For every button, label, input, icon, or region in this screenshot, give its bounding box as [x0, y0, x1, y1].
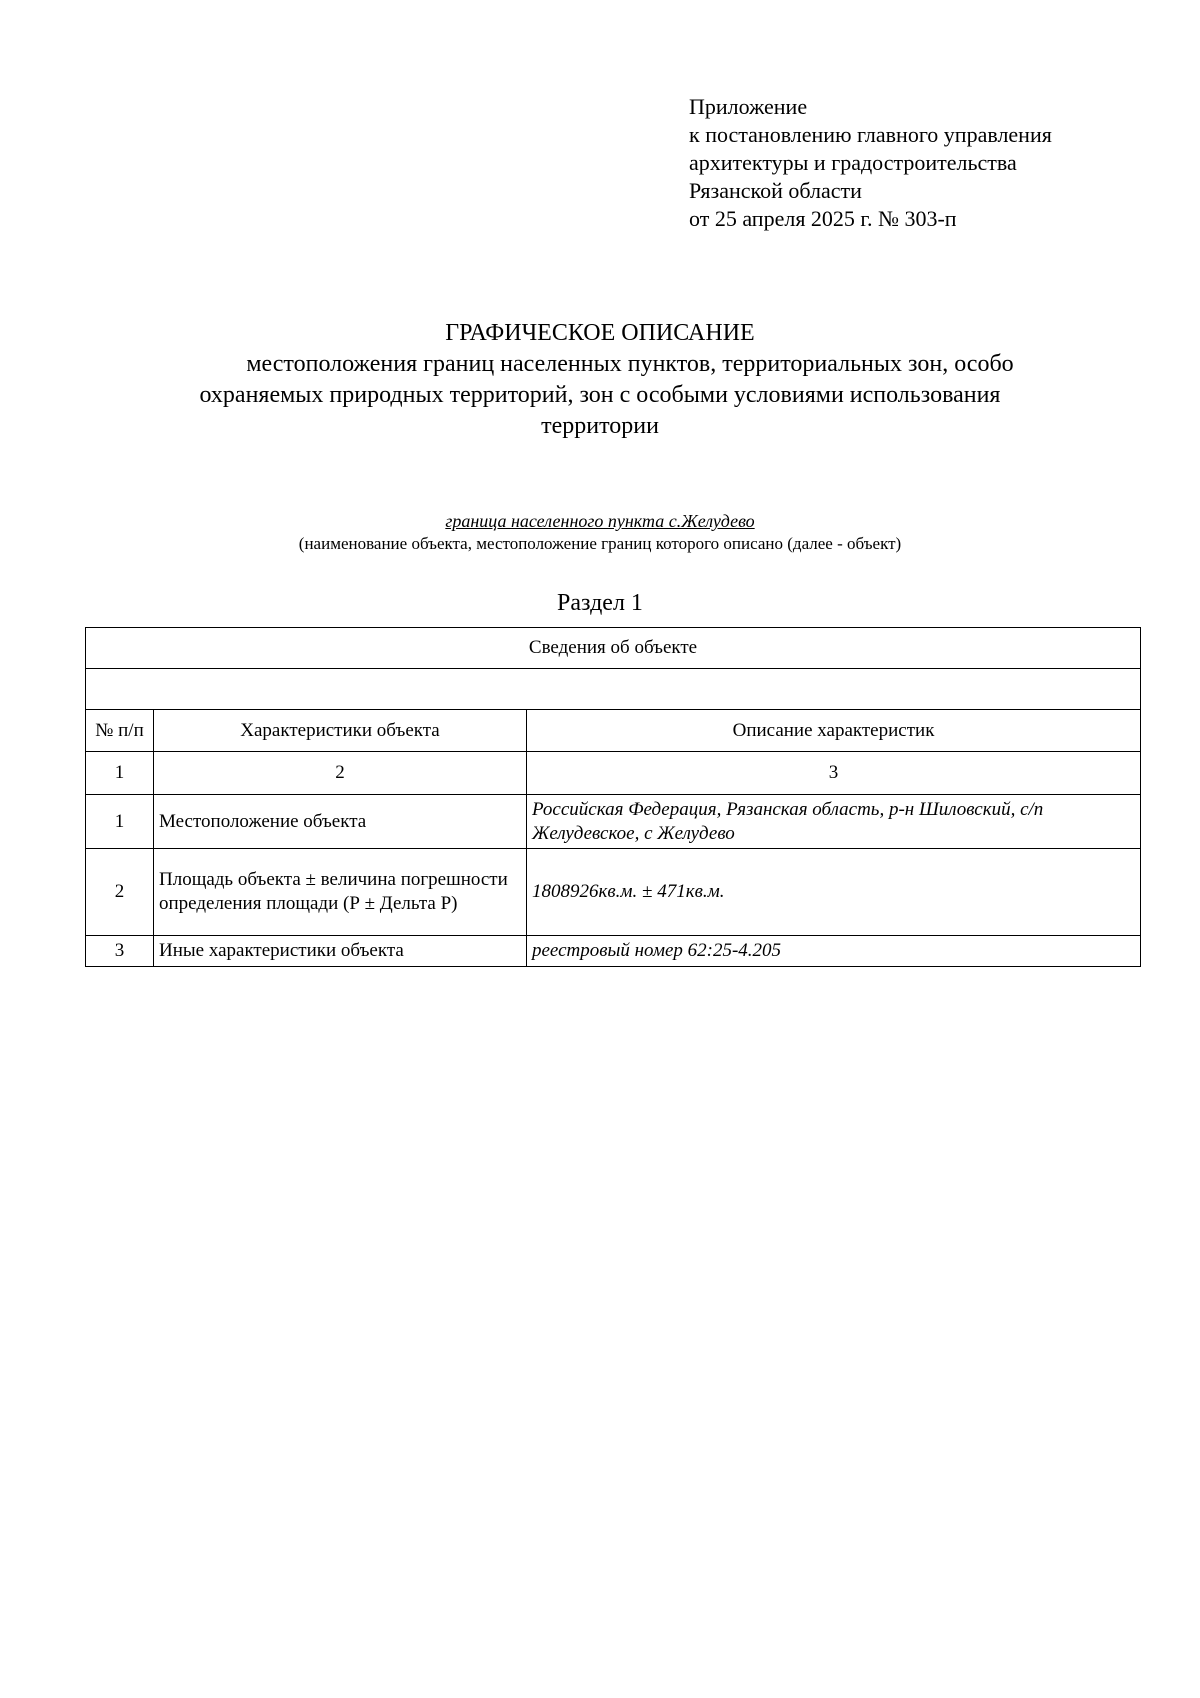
document-title: ГРАФИЧЕСКОЕ ОПИСАНИЕ — [445, 320, 755, 346]
section-title: Раздел 1 — [557, 590, 643, 616]
appendix-block — [689, 93, 1169, 233]
document-heading — [100, 318, 1100, 442]
description-cell: Российская Федерация, Рязанская область, р-н Шиловский, с/п Желудевское, с Желудево — [527, 795, 1141, 849]
appendix-line: Приложение — [689, 94, 808, 119]
object-caption: (наименование объекта, местоположение границ которого описано (далее - объект) — [298, 534, 902, 553]
table-caption-row — [86, 628, 1141, 669]
row-number-cell: 1 — [86, 795, 154, 849]
object-name: граница населенного пункта с.Желудево — [445, 511, 755, 531]
column-number-cell: 1 — [86, 752, 154, 795]
document-subtitle-line: местоположения границ населенных пунктов, территориальных зон, особо — [246, 351, 1014, 377]
row-number-cell: 2 — [86, 849, 154, 936]
table-empty-cell — [86, 669, 1141, 710]
table-row — [86, 936, 1141, 967]
table-caption: Сведения об объекте — [86, 628, 1141, 669]
characteristic-cell: Местоположение объекта — [154, 795, 527, 849]
row-number-cell: 3 — [86, 936, 154, 967]
header-cell-characteristic: Характеристики объекта — [154, 710, 527, 752]
appendix-line: к постановлению главного управления — [689, 122, 1052, 147]
column-number-cell: 3 — [527, 752, 1141, 795]
description-cell: реестровый номер 62:25-4.205 — [527, 936, 1141, 967]
table-column-number-row — [86, 752, 1141, 795]
document-subtitle-line: охраняемых природных территорий, зон с особыми условиями использования — [199, 382, 1001, 408]
document-subtitle-line: территории — [541, 413, 659, 439]
characteristic-cell: Иные характеристики объекта — [154, 936, 527, 967]
object-info-table — [85, 627, 1141, 967]
characteristic-cell: Площадь объекта ± величина погрешности определения площади (Р ± Дельта Р) — [154, 849, 527, 936]
appendix-line: архитектуры и градостроительства — [689, 150, 1017, 175]
appendix-line: от 25 апреля 2025 г. № 303-п — [689, 206, 957, 231]
description-cell: 1808926кв.м. ± 471кв.м. — [527, 849, 1141, 936]
header-cell-number: № п/п — [86, 710, 154, 752]
table-row — [86, 795, 1141, 849]
table-row — [86, 849, 1141, 936]
appendix-line: Рязанской области — [689, 178, 862, 203]
header-cell-description: Описание характеристик — [527, 710, 1141, 752]
table-empty-row — [86, 669, 1141, 710]
table-header-row — [86, 710, 1141, 752]
column-number-cell: 2 — [154, 752, 527, 795]
